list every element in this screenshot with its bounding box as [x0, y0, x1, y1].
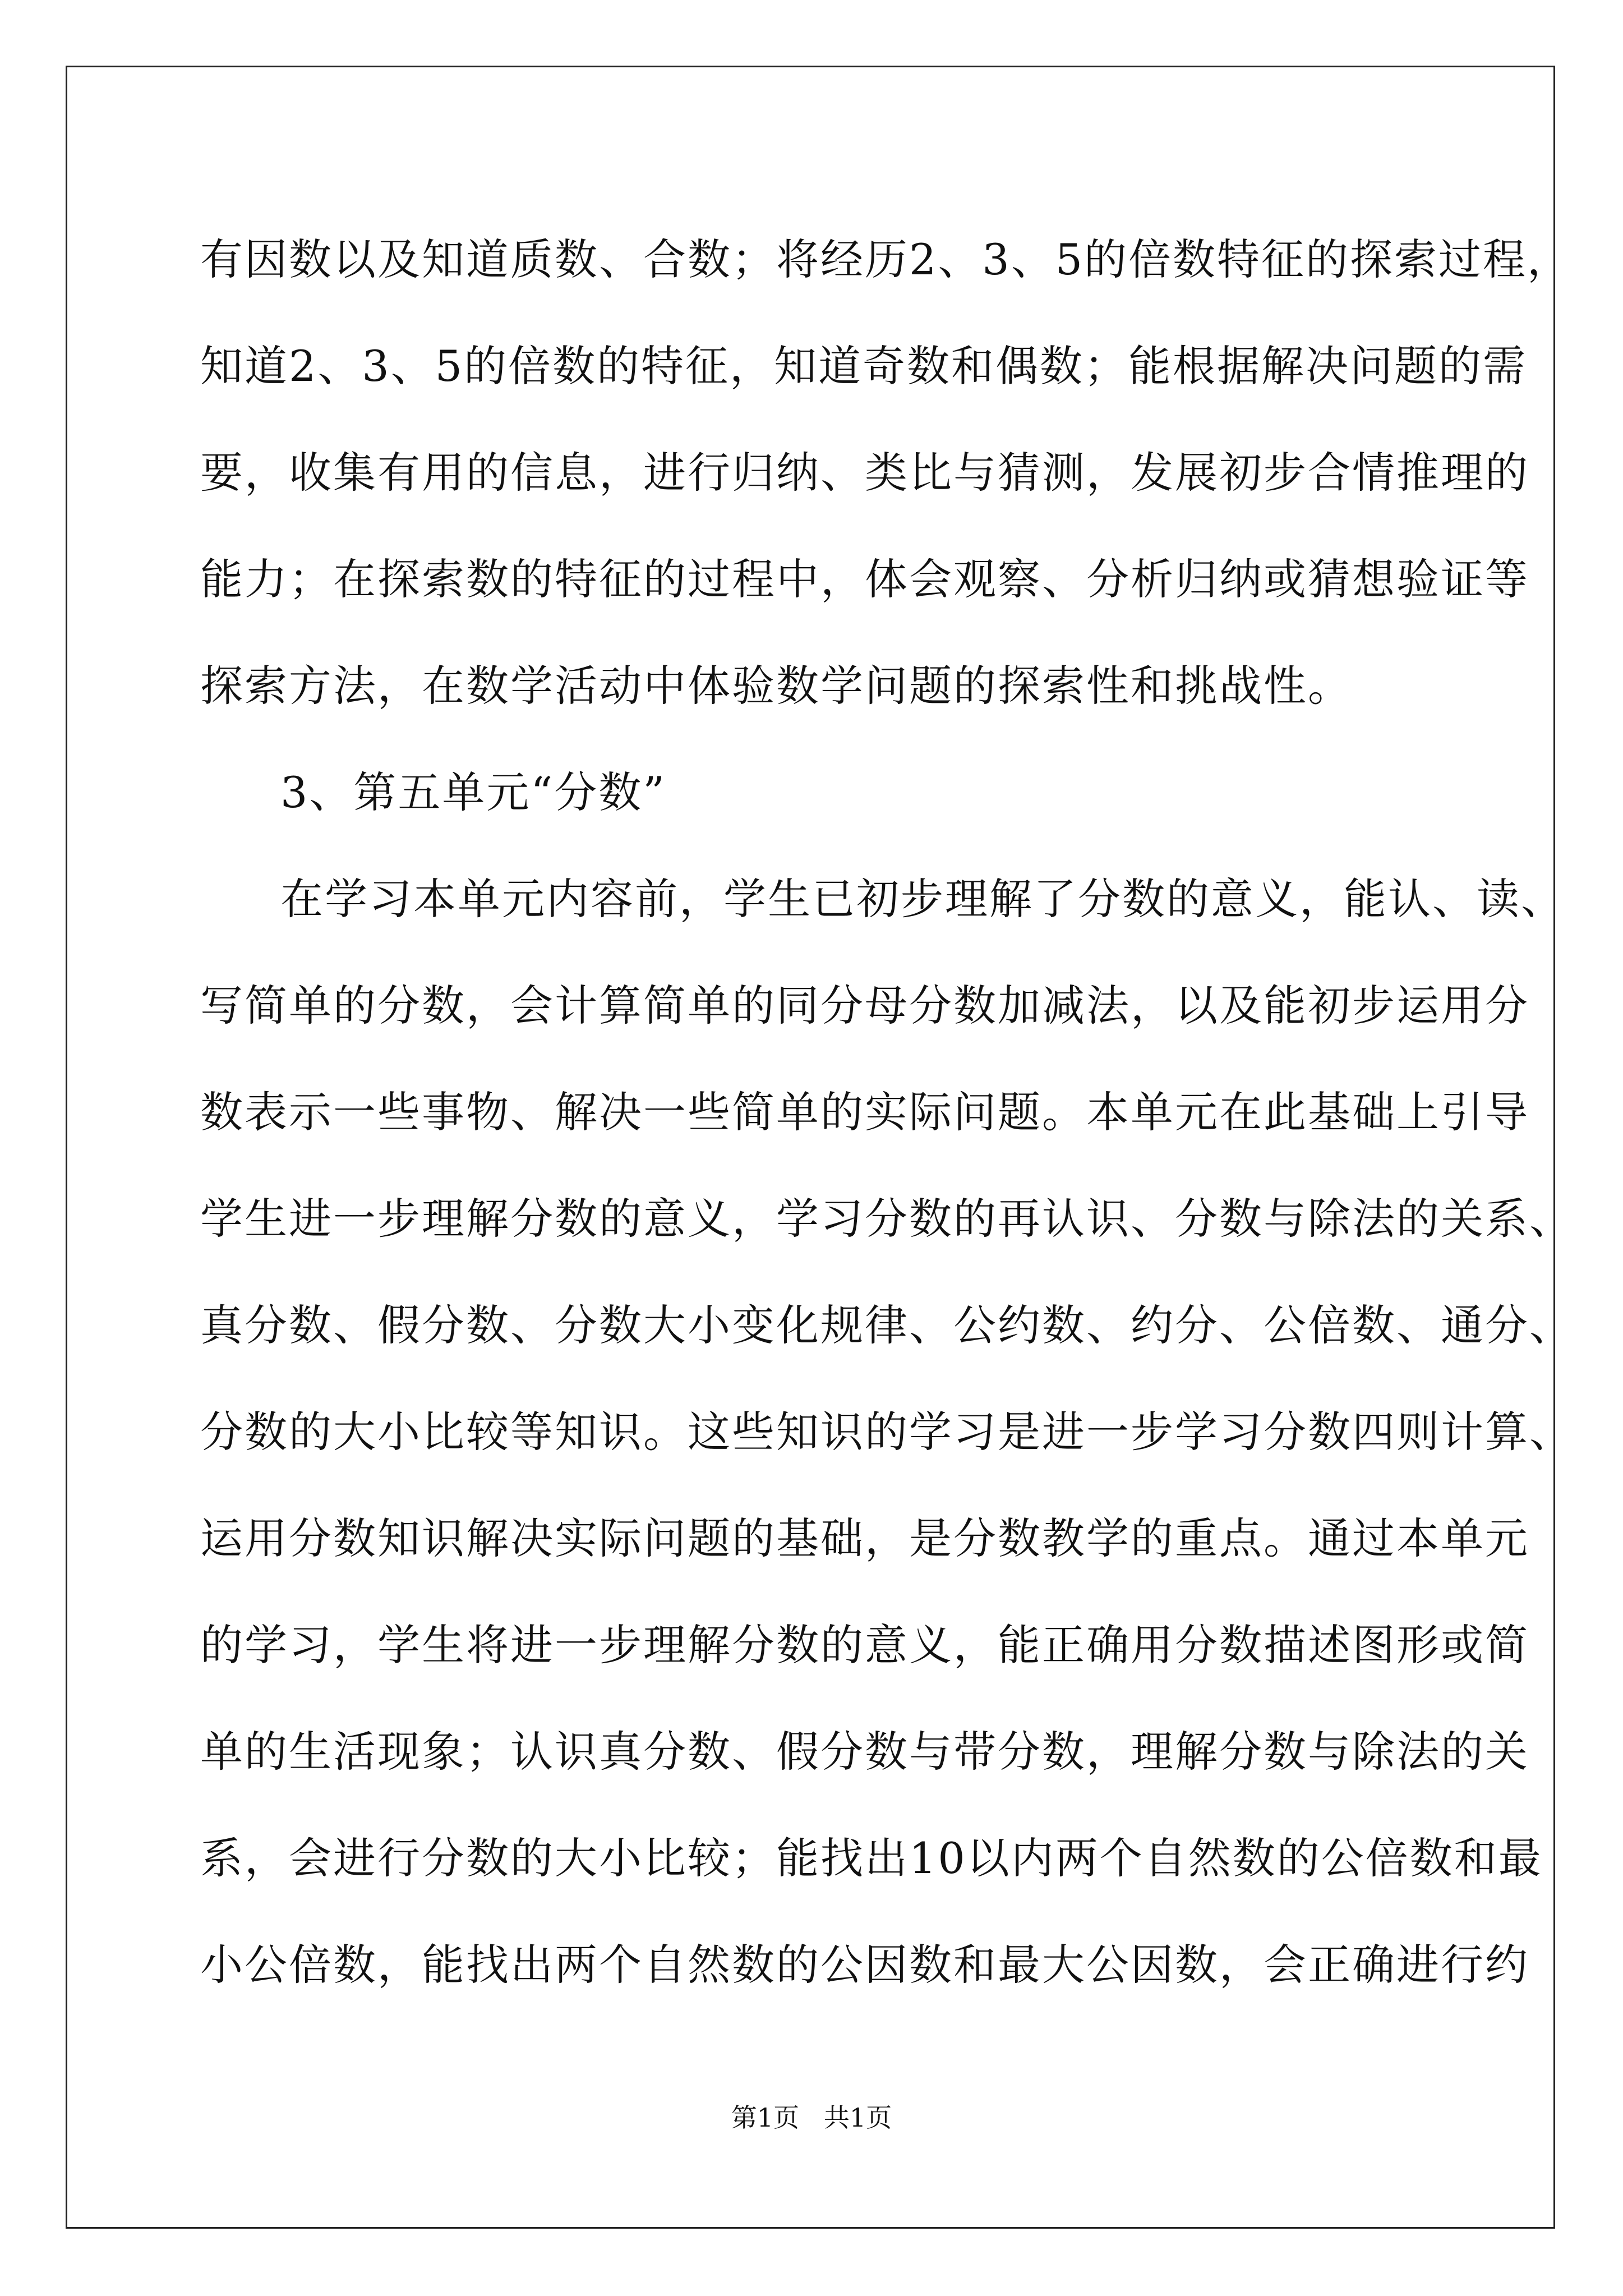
text-line: 学生进一步理解分数的意义，学习分数的再认识、分数与除法的关系、: [200, 1194, 1574, 1244]
text-line: 探索方法，在数学活动中体验数学问题的探索性和挑战性。: [200, 661, 1352, 711]
text-line: 运用分数知识解决实际问题的基础，是分数教学的重点。通过本单元: [200, 1513, 1529, 1563]
text-line: 小公倍数，能找出两个自然数的公因数和最大公因数，会正确进行约: [200, 1940, 1529, 1990]
text-line: 的学习，学生将进一步理解分数的意义，能正确用分数描述图形或简: [200, 1620, 1529, 1670]
text-line: 有因数以及知道质数、合数；将经历2、3、5的倍数特征的探索过程，: [200, 234, 1572, 284]
document-body: [200, 206, 1574, 2018]
text-line: 能力；在探索数的特征的过程中，体会观察、分析归纳或猜想验证等: [200, 554, 1529, 604]
text-line: 要，收集有用的信息，进行归纳、类比与猜测，发展初步合情推理的: [200, 448, 1529, 498]
text-line: 写简单的分数，会计算简单的同分母分数加减法，以及能初步运用分: [200, 981, 1529, 1030]
text-line: 分数的大小比较等知识。这些知识的学习是进一步学习分数四则计算、: [200, 1407, 1574, 1457]
text-line: 系，会进行分数的大小比较；能找出10以内两个自然数的公倍数和最: [200, 1833, 1543, 1883]
page-footer: 第1页 共1页: [731, 2102, 892, 2133]
text-line: 知道2、3、5的倍数的特征，知道奇数和偶数；能根据解决问题的需: [200, 341, 1528, 391]
text-line: 真分数、假分数、分数大小变化规律、公约数、约分、公倍数、通分、: [200, 1300, 1574, 1350]
text-line: 在学习本单元内容前，学生已初步理解了分数的意义，能认、读、: [280, 874, 1565, 924]
text-line: 单的生活现象；认识真分数、假分数与带分数，理解分数与除法的关: [200, 1727, 1529, 1777]
section-heading: 3、第五单元“分数”: [280, 767, 667, 817]
text-line: 数表示一些事物、解决一些简单的实际问题。本单元在此基础上引导: [200, 1087, 1529, 1137]
